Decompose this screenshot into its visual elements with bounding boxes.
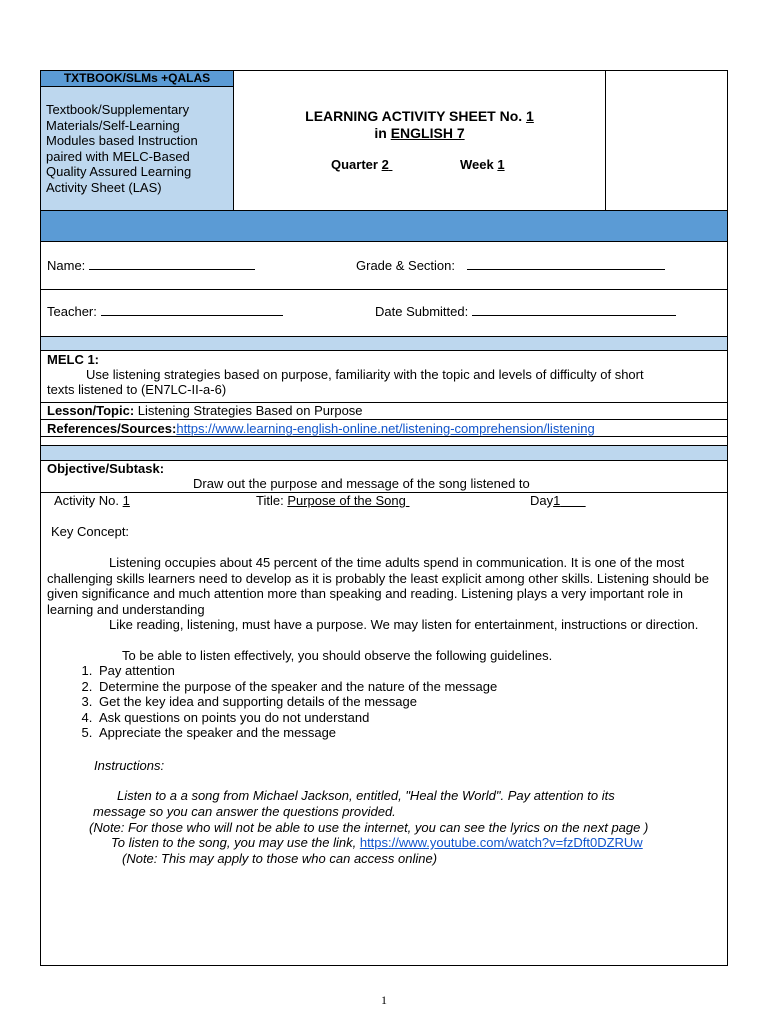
section-band-3-fill: [40, 445, 728, 461]
instructions-line5: (Note: This may apply to those who can access online): [122, 851, 438, 866]
key-concept-heading: Key Concept:: [51, 524, 130, 539]
name-label: Name:: [47, 258, 86, 273]
instructions-line4: [111, 835, 643, 850]
guideline-item: 1. Pay attention: [96, 663, 723, 679]
youtube-link[interactable]: https://www.youtube.com/watch?v=fzDft0DZRUw: [359, 835, 643, 850]
page-number: 1: [381, 993, 387, 1007]
guideline-item: 5. Appreciate the speaker and the message: [96, 725, 723, 741]
objective-label: Objective/Subtask:: [47, 461, 165, 476]
name-blank[interactable]: [89, 258, 255, 270]
melc-text-line2: texts listened to (EN7LC-II-a-6): [47, 382, 227, 397]
quarter-value: 2: [381, 157, 389, 172]
guideline-item: 3. Get the key idea and supporting details of the message: [96, 694, 723, 710]
references-link[interactable]: https://www.learning-english-online.net/listening-comprehension/listening: [176, 421, 595, 436]
quarter-label: Quarter: [331, 157, 378, 172]
activity-title-label: Title:: [256, 493, 284, 508]
key-concept-para2: Like reading, listening, must have a purpose. We may listen for entertainment, instructions or direction.: [109, 617, 699, 632]
activity-title-value: Purpose of the Song: [287, 493, 406, 508]
teacher-blank[interactable]: [101, 304, 283, 316]
instructions-line2: message so you can answer the questions provided.: [93, 804, 396, 819]
teacher-field[interactable]: [47, 304, 283, 319]
header-badge: TXTBOOK/SLMs +QALAS: [41, 71, 233, 87]
activity-number-label: Activity No.: [54, 493, 120, 508]
objective-text: Draw out the purpose and message of the song listened to: [193, 476, 530, 491]
grade-field[interactable]: [356, 258, 665, 273]
date-blank[interactable]: [472, 304, 676, 316]
instructions-line3: (Note: For those who will not be able to use the internet, you can see the lyrics on the next page ): [89, 820, 649, 835]
section-band-2: [40, 336, 728, 351]
sheet-title-prefix: LEARNING ACTIVITY SHEET No.: [305, 108, 523, 124]
melc-label: MELC 1:: [47, 352, 99, 367]
instructions-heading: Instructions:: [94, 758, 165, 773]
guideline-item: 2. Determine the purpose of the speaker and the nature of the message: [96, 679, 723, 695]
subject-prefix: in: [374, 125, 387, 141]
teacher-label: Teacher:: [47, 304, 97, 319]
lesson-label: Lesson/Topic:: [47, 403, 135, 418]
week-label: Week: [460, 157, 494, 172]
activity-day-value: 1: [553, 493, 561, 508]
grade-label: Grade & Section:: [356, 258, 455, 273]
activity-number-value: 1: [122, 493, 130, 508]
week-value: 1: [497, 157, 505, 172]
name-field[interactable]: [47, 258, 255, 273]
header-description: Textbook/Supplementary Materials/Self-Learning Modules based Instruction paired with MELC-Based Quality Assured Learning Activity Sheet (LAS): [46, 102, 198, 195]
guidelines-list: [47, 663, 723, 741]
header-divider-right: [605, 70, 606, 211]
date-field[interactable]: [375, 304, 676, 319]
activity-day-label: Day: [530, 493, 554, 508]
key-concept-para3: To be able to listen effectively, you should observe the following guidelines.: [122, 648, 553, 663]
sheet-number: 1: [526, 108, 534, 124]
melc-text-line1: Use listening strategies based on purpose, familiarity with the topic and levels of difficulty of short: [86, 367, 644, 382]
lesson-value: Listening Strategies Based on Purpose: [137, 403, 363, 418]
references-label: References/Sources:: [47, 421, 177, 436]
subject-name: ENGLISH 7: [390, 125, 465, 141]
guideline-item: 4. Ask questions on points you do not understand: [96, 710, 723, 726]
instructions-line4-text: To listen to the song, you may use the link,: [111, 835, 357, 850]
activity-day: [530, 493, 586, 508]
date-label: Date Submitted:: [375, 304, 469, 319]
activity-number: [54, 493, 130, 508]
grade-blank[interactable]: [467, 258, 665, 270]
lesson-topic: [47, 403, 363, 418]
instructions-line1: Listen to a a song from Michael Jackson, entitled, "Heal the World". Pay attention to its: [117, 788, 615, 803]
key-concept-para1: Listening occupies about 45 percent of the time adults spend in communication. It is one of the most challenging skills learners need to develop as it is probably the least explicit among other skills. Listening should be given significance and much attention more than speaking and reading. Listening plays a very important role in learning and understanding: [47, 555, 709, 617]
sheet-title: [234, 108, 605, 124]
activity-title: [256, 493, 409, 508]
references: [47, 421, 595, 436]
section-band-1: [40, 210, 728, 242]
week: [460, 157, 505, 172]
quarter: [331, 157, 392, 172]
sheet-subject: [234, 125, 605, 141]
